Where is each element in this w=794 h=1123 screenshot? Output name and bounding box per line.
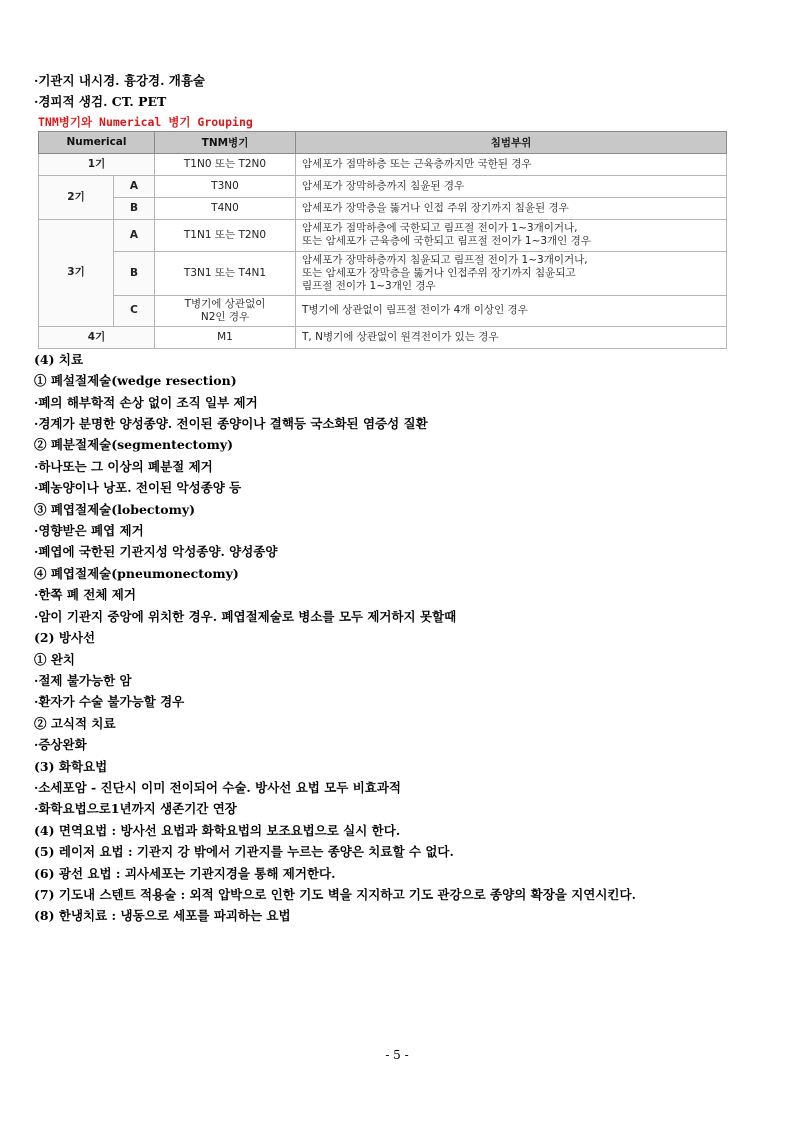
substage-cell: B <box>114 197 155 219</box>
table-row <box>39 175 727 197</box>
tnm-cell: T1N1 또는 T2N0 <box>155 219 296 251</box>
text-line: ③ 폐엽절제술(lobectomy) <box>34 501 196 517</box>
text-line: ·하나또는 그 이상의 폐분절 제거 <box>34 458 213 474</box>
tnm-cell: T1N0 또는 T2N0 <box>155 153 296 175</box>
substage-cell: C <box>114 295 155 326</box>
text-line: ④ 폐엽절제술(pneumonectomy) <box>34 565 239 581</box>
text-line: ·한쪽 폐 전체 제거 <box>34 587 136 603</box>
text-line: (4) 치료 <box>34 351 84 367</box>
text-line: ① 완치 <box>34 651 76 667</box>
desc-cell: 암세포가 점막하층 또는 근육층까지만 국한된 경우 <box>296 153 727 175</box>
tnm-line: T병기에 상관없이 <box>184 297 266 310</box>
text-line: ·폐엽에 국한된 기관지성 악성종양. 양성종양 <box>34 544 278 560</box>
tnm-line: N2인 경우 <box>200 310 250 323</box>
body-text <box>34 349 764 927</box>
stage-cell: 4기 <box>39 326 155 348</box>
desc-cell <box>296 251 727 295</box>
header-invasion: 침범부위 <box>296 131 727 153</box>
text-line: ② 폐분절제술(segmentectomy) <box>34 437 233 453</box>
text-line: ·암이 기관지 중앙에 위치한 경우. 폐엽절제술로 병소를 모두 제거하지 못할때 <box>34 608 457 624</box>
substage-cell: A <box>114 175 155 197</box>
desc-line: 또는 암세포가 근육층에 국한되고 림프절 전이가 1~3개인 경우 <box>302 235 591 248</box>
stage-cell: 1기 <box>39 153 155 175</box>
text-line: (5) 레이저 요법 : 기관지 강 밖에서 기관지를 누르는 종양은 치료할 수 없다. <box>34 844 454 860</box>
table-row <box>39 197 727 219</box>
desc-line: 암세포가 장막하층까지 침윤되고 림프절 전이가 1~3개이거나, <box>302 253 588 266</box>
table-title: TNM병기와 Numerical 병기 Grouping <box>38 114 253 129</box>
desc-line: 림프절 전이가 1~3개인 경우 <box>302 279 436 292</box>
tnm-cell: M1 <box>155 326 296 348</box>
table-row <box>39 153 727 175</box>
table-row <box>39 295 727 326</box>
text-line: ·폐의 해부학적 손상 없이 조직 일부 제거 <box>34 394 258 410</box>
text-line: ·폐농양이나 낭포. 전이된 악성종양 등 <box>34 480 242 496</box>
header-numerical: Numerical <box>39 131 155 153</box>
text-line: (2) 방사선 <box>34 630 96 646</box>
table-row <box>39 326 727 348</box>
text-line: ·경계가 분명한 양성종양. 전이된 종양이나 결핵등 국소화된 염증성 질환 <box>34 416 428 432</box>
text-line: ② 고식적 치료 <box>34 715 116 731</box>
stage-cell: 3기 <box>39 219 114 326</box>
text-line: (8) 한냉치료 : 냉동으로 세포를 파괴하는 요법 <box>34 908 291 924</box>
substage-cell: B <box>114 251 155 295</box>
substage-cell: A <box>114 219 155 251</box>
text-line: ·증상완화 <box>34 737 87 753</box>
table-row <box>39 219 727 251</box>
text-line: (7) 기도내 스텐트 적용술 : 외적 압박으로 인한 기도 벽을 지지하고 기도 관강으로 종양의 확장을 지연시킨다. <box>34 886 636 902</box>
text-line: (4) 면역요법 : 방사선 요법과 화학요법의 보조요법으로 실시 한다. <box>34 822 401 838</box>
text-line: ·소세포암 - 진단시 이미 전이되어 수술. 방사선 요법 모두 비효과적 <box>34 779 402 795</box>
desc-line: 암세포가 점막하층에 국한되고 림프절 전이가 1~3개이거나, <box>302 222 578 235</box>
text-line: ·경피적 생검. CT. PET <box>34 94 167 110</box>
tnm-cell <box>155 295 296 326</box>
tnm-cell: T3N0 <box>155 175 296 197</box>
desc-cell: T병기에 상관없이 림프절 전이가 4개 이상인 경우 <box>296 295 727 326</box>
text-line: ·기관지 내시경. 흉강경. 개흉술 <box>34 73 206 88</box>
desc-cell: 암세포가 장막층을 뚫거나 인접 주위 장기까지 침윤된 경우 <box>296 197 727 219</box>
desc-line: 또는 암세포가 장막층을 뚫거나 인접주위 장기까지 침윤되고 <box>302 266 576 279</box>
tnm-cell: T4N0 <box>155 197 296 219</box>
tnm-staging-table <box>38 131 727 349</box>
stage-cell: 2기 <box>39 175 114 219</box>
page-number: - 5 - <box>385 1048 409 1062</box>
document-page <box>34 70 764 927</box>
text-line: ·영향받은 폐엽 제거 <box>34 523 144 539</box>
text-line: (3) 화학요법 <box>34 758 108 774</box>
text-line: ·절제 불가능한 암 <box>34 672 132 688</box>
header-tnm: TNM병기 <box>155 131 296 153</box>
desc-cell: T, N병기에 상관없이 원격전이가 있는 경우 <box>296 326 727 348</box>
text-line: ·화학요법으로1년까지 생존기간 연장 <box>34 801 237 817</box>
desc-cell <box>296 219 727 251</box>
table-header-row <box>39 131 727 153</box>
tnm-cell: T3N1 또는 T4N1 <box>155 251 296 295</box>
text-line: ·환자가 수술 불가능할 경우 <box>34 694 185 710</box>
text-line: (6) 광선 요법 : 괴사세포는 기관지경을 통해 제거한다. <box>34 865 336 881</box>
text-line: ① 폐설절제술(wedge resection) <box>34 373 237 389</box>
table-row <box>39 251 727 295</box>
desc-cell: 암세포가 장막하층까지 침윤된 경우 <box>296 175 727 197</box>
